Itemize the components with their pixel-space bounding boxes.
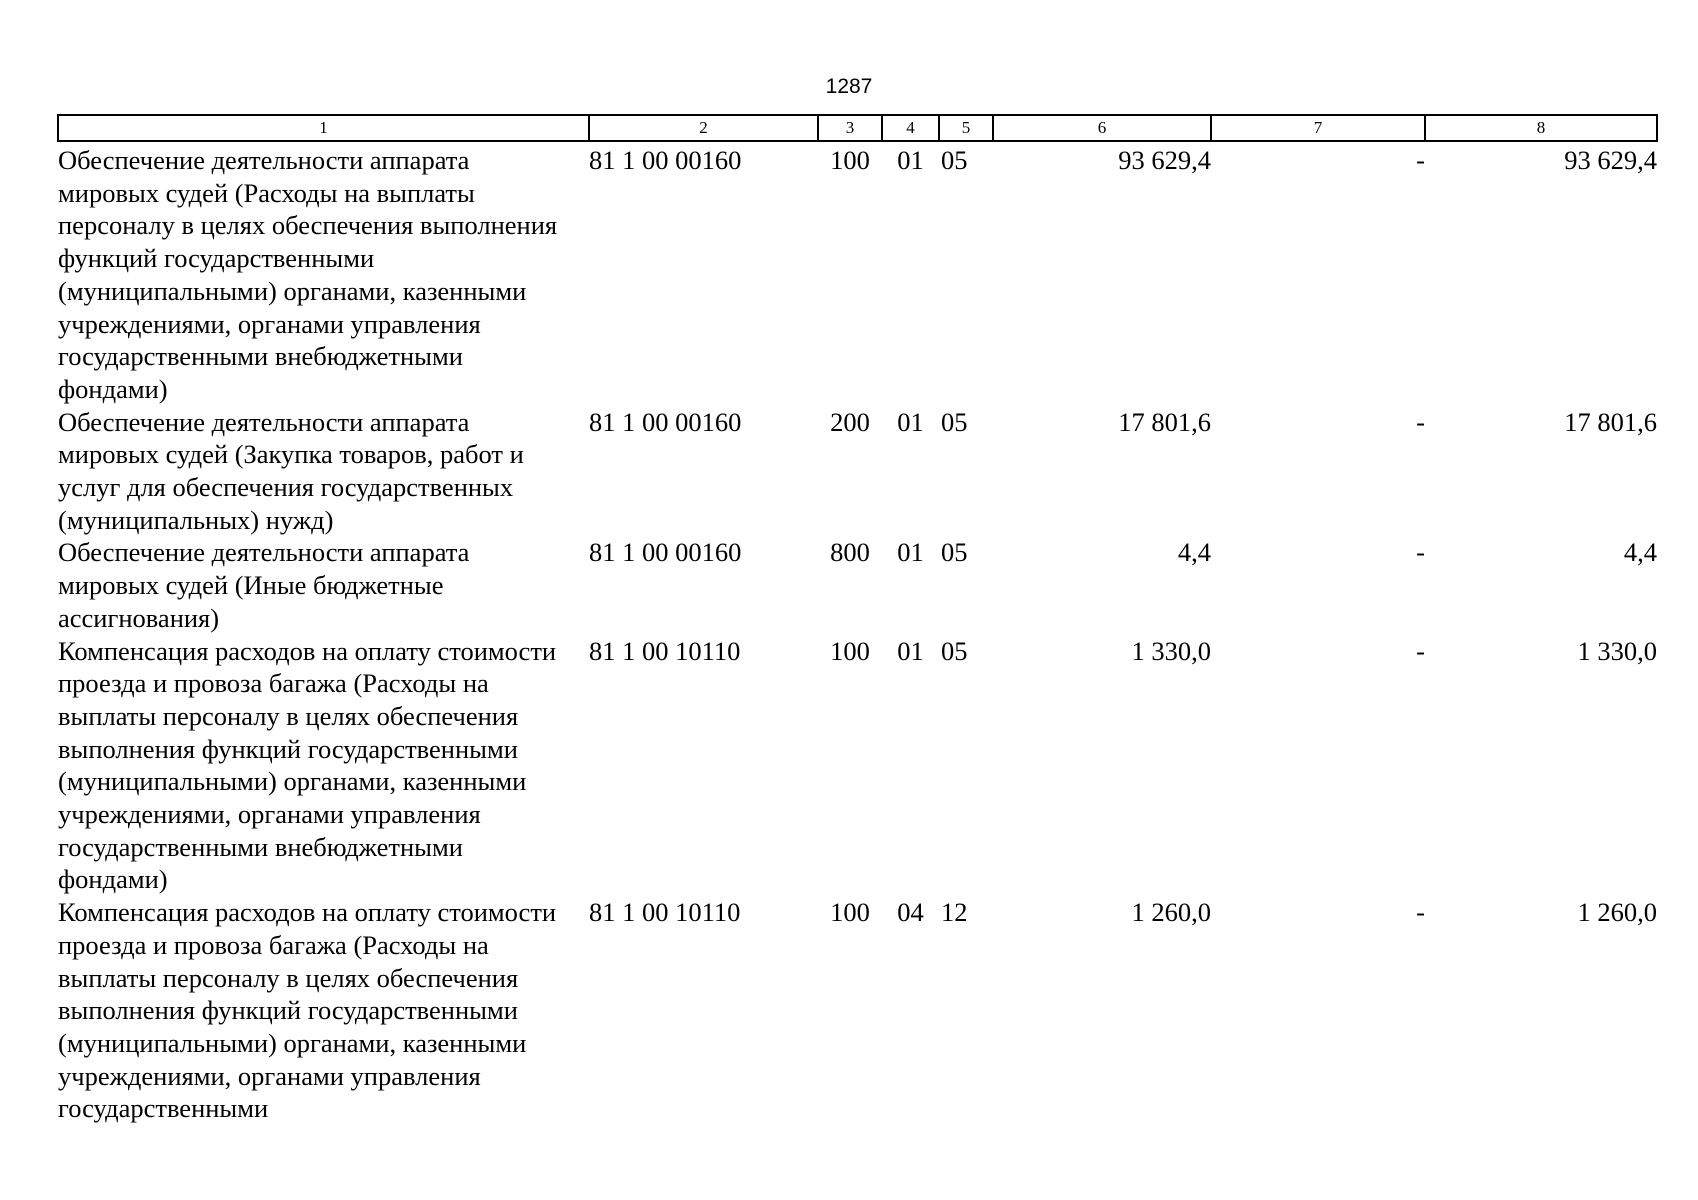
amount: 93 629,4 [1118, 145, 1211, 175]
target-article-code: 81 1 00 00160 [589, 406, 742, 437]
subsection-code: 05 [941, 145, 968, 175]
expense-name: Обеспечение деятельности аппарата мировых судей (Закупка товаров, работ и услуг для обеспечения государственных (муниципальных) нужд) [58, 406, 524, 535]
column-number: 6 [993, 115, 1211, 141]
section-code: 01 [897, 406, 924, 437]
amount: 1 330,0 [1131, 635, 1211, 666]
expense-name: Компенсация расходов на оплату стоимости проезда и провоза багажа (Расходы на выплаты персоналу в целях обеспечения выполнения функций государственными (муниципальными) органами, казенными учреждениями, органами управления государственными внебюджетными фондами) [58, 635, 557, 895]
target-article-code: 81 1 00 10110 [589, 635, 741, 666]
column-number: 1 [58, 115, 589, 141]
total-amount: 17 801,6 [1564, 406, 1657, 437]
subsection-code: 12 [941, 897, 968, 928]
change: - [1416, 635, 1425, 666]
total-amount: 4,4 [1623, 537, 1657, 568]
column-number: 2 [589, 115, 818, 141]
expense-type-code: 100 [830, 145, 870, 175]
table-row [58, 536, 1657, 634]
budget-table [57, 114, 1658, 1125]
expense-type-code: 100 [830, 635, 870, 666]
section-code: 01 [897, 635, 924, 666]
change: - [1416, 145, 1425, 175]
column-number: 8 [1425, 115, 1657, 141]
amount: 4,4 [1177, 537, 1211, 568]
expense-type-code: 200 [830, 406, 870, 437]
column-number: 3 [818, 115, 882, 141]
expense-type-code: 800 [830, 537, 870, 568]
expense-name: Обеспечение деятельности аппарата мировых судей (Расходы на выплаты персоналу в целях обеспечения выполнения функций государственными (муниципальными) органами, казенными учреждениями, органами управления государственными внебюджетными фондами) [58, 145, 558, 404]
change: - [1416, 537, 1425, 568]
column-number: 7 [1211, 115, 1425, 141]
expense-name: Компенсация расходов на оплату стоимости проезда и провоза багажа (Расходы на выплаты персоналу в целях обеспечения выполнения функций государственными (муниципальными) органами, казенными учреждениями, органами управления государственными [58, 897, 557, 1124]
change: - [1416, 406, 1425, 437]
column-number: 4 [882, 115, 939, 141]
change: - [1416, 897, 1425, 928]
amount: 17 801,6 [1118, 406, 1211, 437]
subsection-code: 05 [941, 406, 968, 437]
section-code: 04 [897, 897, 924, 928]
subsection-code: 05 [941, 635, 968, 666]
amount: 1 260,0 [1131, 897, 1211, 928]
section-code: 01 [897, 537, 924, 568]
column-number: 5 [939, 115, 993, 141]
target-article-code: 81 1 00 00160 [589, 537, 742, 568]
section-code: 01 [897, 145, 924, 175]
expense-type-code: 100 [830, 897, 870, 928]
table-row [58, 635, 1657, 897]
total-amount: 1 260,0 [1577, 897, 1657, 928]
table-row [58, 406, 1657, 537]
table-row [58, 141, 1657, 406]
target-article-code: 81 1 00 10110 [589, 897, 741, 928]
page-number: 1287 [825, 75, 873, 98]
table-row [58, 896, 1657, 1125]
total-amount: 93 629,4 [1564, 145, 1657, 175]
expense-name: Обеспечение деятельности аппарата мировых судей (Иные бюджетные ассигнования) [58, 537, 470, 633]
subsection-code: 05 [941, 537, 968, 568]
total-amount: 1 330,0 [1577, 635, 1657, 666]
target-article-code: 81 1 00 00160 [589, 145, 742, 175]
column-number-row [58, 115, 1657, 141]
